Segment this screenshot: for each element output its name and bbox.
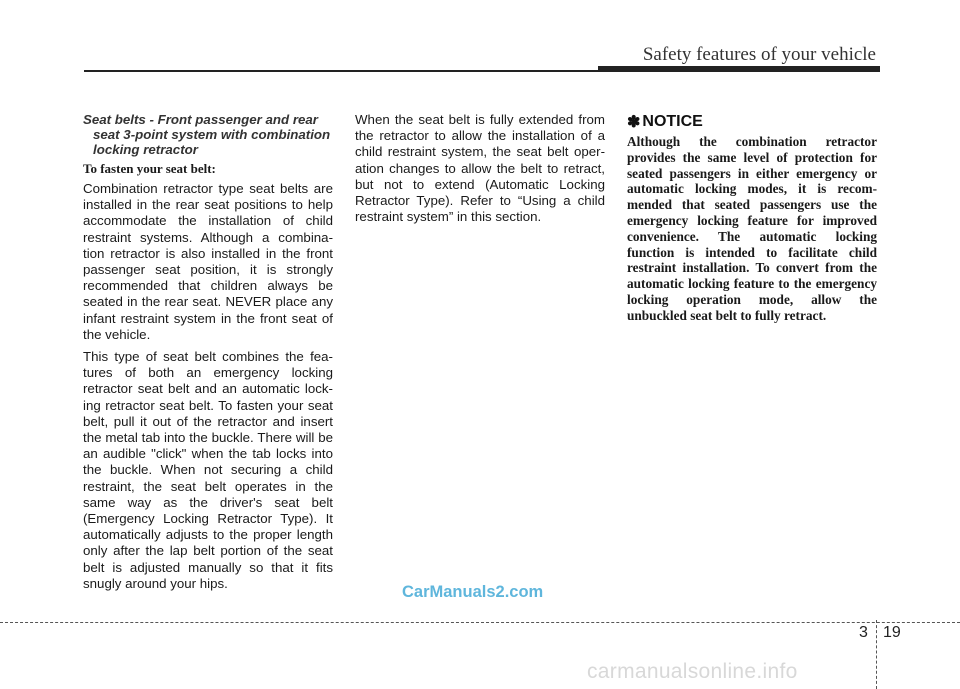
watermark-link[interactable]: CarManuals2.com bbox=[402, 583, 544, 601]
section-title: Safety features of your vehicle bbox=[642, 44, 876, 65]
subheading bbox=[83, 112, 333, 157]
footer-divider bbox=[0, 622, 960, 623]
header-rule-accent bbox=[598, 66, 880, 72]
paragraph-automatic-locking: When the seat belt is fully extended from the retractor to allow the installation of a child restraint system, the seat belt oper-ation changes to allow the belt to retract, but not to extend (Automatic Locking Retractor Type). Refer to “Using a child restraint system” in this section. bbox=[355, 112, 605, 225]
footer-page-divider bbox=[876, 620, 877, 689]
subheading-line-2: seat 3-point system with combination bbox=[93, 127, 331, 142]
middle-column bbox=[355, 112, 605, 231]
notice-box bbox=[627, 112, 877, 324]
footer-site-watermark: carmanualsonline.info bbox=[587, 660, 798, 683]
notice-heading bbox=[627, 112, 877, 132]
subheading-line-3: locking retractor bbox=[93, 142, 198, 157]
notice-title: NOTICE bbox=[642, 113, 703, 130]
notice-star-icon: ✽ bbox=[627, 114, 641, 131]
page-number: 19 bbox=[883, 624, 901, 641]
fasten-label: To fasten your seat belt: bbox=[83, 161, 216, 176]
subheading-line-1: Seat belts - Front passenger and rear bbox=[83, 112, 318, 127]
paragraph-combination-retractor: Combination retractor type seat belts are installed in the rear seat positions to help accommodate the installation of child restraint systems. Although a combina-tion retractor is also installed in the front passenger seat position, it is strongly recommended that children always be seated in the rear seat. NEVER place any infant restraint system in the front seat of the vehicle. bbox=[83, 181, 333, 342]
chapter-number: 3 bbox=[859, 624, 868, 641]
left-column bbox=[83, 112, 333, 598]
paragraph-seat-belt-operation: This type of seat belt combines the fea-tures of both an emergency locking retractor seat belt and an automatic lock-ing retractor seat belt. To fasten your seat belt, pull it out of the retractor and insert the metal tab into the buckle. There will be an audible "click" when the tab locks into the buckle. When not securing a child restraint, the seat belt operates in the same way as the driver's seat belt (Emergency Locking Retractor Type). It automatically adjusts to the proper length only after the lap belt portion of the seat belt is adjusted manually so that it fits snugly around your hips. bbox=[83, 349, 333, 591]
notice-text: Although the combination retractor provides the same level of protection for seated passengers in either emergency or automatic locking modes, it is recom-mended that seated passengers use the emergency locking feature for improved convenience. The automatic locking function is intended to facilitate child restraint installation. To convert from the automatic locking feature to the emergency locking operation mode, allow the unbuckled seat belt to fully retract. bbox=[627, 134, 877, 323]
